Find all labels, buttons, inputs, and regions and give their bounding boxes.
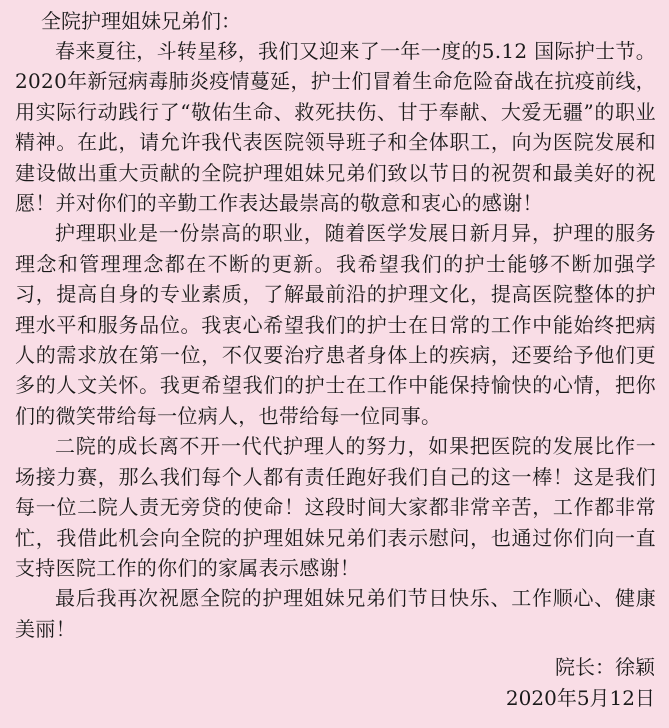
paragraph-nursing-profession: 护理职业是一份崇高的职业，随着医学发展日新月异，护理的服务理念和管理理念都在不断的更新。我希望我们的护士能够不断加强学习，提高自身的专业素质，了解最前沿的护理文化，提高医院整体的护理水平和服务品位。我衷心希望我们的护士在日常的工作中能始终把病人的需求放在第一位，不仅要治疗患者身体上的疾病，还要给予他们更多的人文关怀。我更希望我们的护士在工作中能保持愉快的心情，把你们的微笑带给每一位病人，也带给每一位同事。 <box>15 221 656 428</box>
salutation: 全院护理姐妹兄弟们： <box>41 9 241 33</box>
signature-title-name: 院长：徐颖 <box>555 655 655 679</box>
paragraph-greeting: 春来夏往，斗转星移，我们又迎来了一年一度的5.12 国际护士节。2020年新冠病毒肺炎疫情蔓延，护士们冒着生命危险奋战在抗疫前线，用实际行动践行了“敬佑生命、救死扶伤、甘于奉献、大爱无疆”的职业精神。在此，请允许我代表医院领导班子和全体职工，向为医院发展和建设做出重大贡献的全院护理姐妹兄弟们致以节日的祝贺和最美好的祝愿！并对你们的辛勤工作表达最崇高的敬意和衷心的感谢！ <box>15 39 656 216</box>
paragraph-hospital-growth: 二院的成长离不开一代代护理人的努力，如果把医院的发展比作一场接力赛，那么我们每个人都有责任跑好我们自己的这一棒！这是我们每一位二院人责无旁贷的使命！这段时间大家都非常辛苦，工作都非常忙，我借此机会向全院的护理姐妹兄弟们表示慰问，也通过你们向一直支持医院工作的你们的家属表示感谢！ <box>15 434 656 580</box>
signature-date: 2020年5月12日 <box>505 686 655 710</box>
signature-block <box>506 652 655 714</box>
paragraph-closing-wishes: 最后我再次祝愿全院的护理姐妹兄弟们节日快乐、工作顺心、健康美丽！ <box>15 586 656 641</box>
letter-body <box>15 6 656 644</box>
